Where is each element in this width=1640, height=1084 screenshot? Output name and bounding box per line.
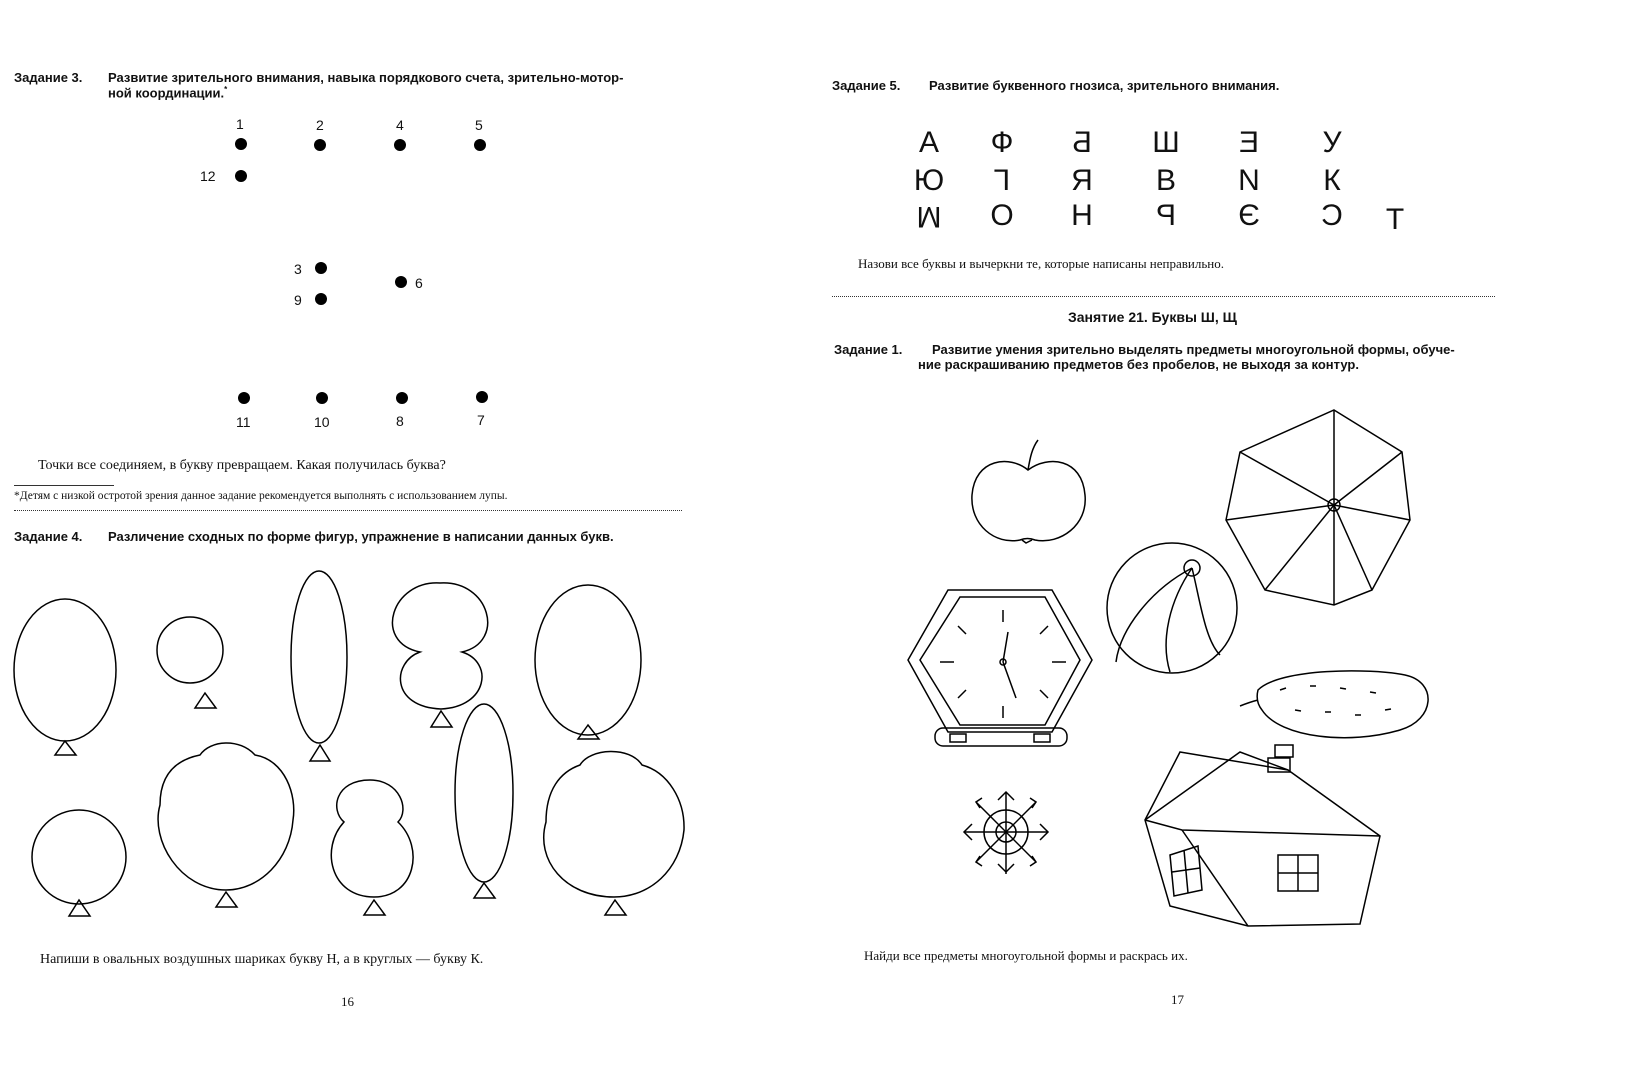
letter: Н bbox=[1071, 199, 1093, 232]
oval-balloon bbox=[291, 571, 347, 743]
round-balloon bbox=[157, 617, 223, 683]
letter-mirrored: С bbox=[1321, 199, 1343, 232]
dot-number: 7 bbox=[477, 412, 485, 428]
dot-number: 2 bbox=[316, 117, 324, 133]
dot bbox=[396, 392, 408, 404]
apple-icon bbox=[972, 440, 1085, 543]
task3-instruction: Точки все соединяем, в букву превращаем. Какая получилась буква? bbox=[38, 458, 446, 473]
task1-label: Задание 1. bbox=[834, 342, 903, 357]
snowflake-icon bbox=[964, 792, 1048, 874]
dot-number: 10 bbox=[314, 414, 330, 430]
dot bbox=[238, 392, 250, 404]
letter: К bbox=[1323, 164, 1341, 197]
letter: Я bbox=[1071, 164, 1093, 197]
cucumber-icon bbox=[1240, 671, 1428, 738]
dot bbox=[316, 392, 328, 404]
balloon-knot bbox=[474, 883, 495, 898]
balloon-knot bbox=[605, 900, 626, 915]
oval-balloon bbox=[535, 585, 641, 735]
task4-text: Различение сходных по форме фигур, упражнение в написании данных букв. bbox=[108, 529, 614, 544]
letter: А bbox=[918, 126, 939, 159]
section-divider bbox=[832, 296, 1495, 297]
oval-balloon bbox=[455, 704, 513, 882]
letter-mirrored: Е bbox=[1239, 126, 1260, 159]
ball-icon bbox=[1107, 543, 1237, 673]
letter: О bbox=[990, 199, 1014, 232]
dot-number: 8 bbox=[396, 413, 404, 429]
letter-flipped: М bbox=[916, 200, 942, 233]
dot bbox=[315, 293, 327, 305]
dot-number: 11 bbox=[236, 414, 251, 430]
task1-text-line1: Развитие умения зрительно выделять предметы многоугольной формы, обуче- bbox=[932, 342, 1455, 357]
balloon-knot bbox=[364, 900, 385, 915]
dot bbox=[474, 139, 486, 151]
dot-number: 12 bbox=[200, 168, 216, 184]
task1-instruction: Найди все предметы многоугольной формы и раскрась их. bbox=[864, 948, 1188, 963]
double-balloon bbox=[392, 583, 487, 709]
letter-mirrored: Г bbox=[993, 164, 1011, 197]
dot-number: 6 bbox=[415, 275, 423, 291]
balloon-knot bbox=[69, 900, 90, 916]
dot bbox=[315, 262, 327, 274]
dot-number: 5 bbox=[475, 117, 483, 133]
balloons-illustration bbox=[0, 560, 700, 930]
task4-label: Задание 4. bbox=[14, 529, 83, 544]
page-number-right: 17 bbox=[1171, 992, 1184, 1007]
dot bbox=[394, 139, 406, 151]
clock-icon bbox=[908, 590, 1092, 746]
dot bbox=[235, 170, 247, 182]
round-balloon bbox=[32, 810, 126, 904]
dot-number: 1 bbox=[236, 116, 244, 132]
lumpy-balloon bbox=[158, 743, 294, 890]
page-number-left: 16 bbox=[341, 994, 354, 1009]
letter: Ю bbox=[913, 164, 945, 197]
letter: Ф bbox=[990, 126, 1014, 159]
balloon-knot bbox=[310, 745, 330, 761]
task3-text-line1: Развитие зрительного внимания, навыка порядкового счета, зрительно-мотор- bbox=[108, 70, 624, 85]
task3-label: Задание 3. bbox=[14, 70, 83, 85]
footnote: *Детям с низкой остротой зрения данное задание рекомендуется выполнять с использованием лупы. bbox=[14, 490, 508, 502]
objects-illustration bbox=[880, 400, 1400, 930]
house-icon bbox=[1145, 745, 1380, 926]
task5-label: Задание 5. bbox=[832, 78, 901, 93]
balloon-knot bbox=[431, 711, 452, 727]
dot bbox=[476, 391, 488, 403]
lumpy-balloon bbox=[544, 751, 684, 897]
letter-mirrored: Б bbox=[1072, 126, 1092, 159]
task5-text: Развитие буквенного гнозиса, зрительного внимания. bbox=[929, 78, 1280, 93]
lesson-title: Занятие 21. Буквы Ш, Щ bbox=[1068, 309, 1237, 325]
balloon-knot bbox=[578, 725, 599, 739]
letter: N bbox=[1238, 164, 1260, 197]
dot bbox=[314, 139, 326, 151]
letter: В bbox=[1155, 164, 1176, 197]
umbrella-icon bbox=[1226, 410, 1410, 605]
letter: У bbox=[1322, 126, 1342, 159]
balloon-knot bbox=[195, 693, 216, 708]
dot-number: 9 bbox=[294, 292, 302, 308]
dot-number: 3 bbox=[294, 261, 302, 277]
dot bbox=[395, 276, 407, 288]
footnote-rule bbox=[14, 485, 114, 486]
task4-instruction: Напиши в овальных воздушных шариках букву Н, а в круглых — букву К. bbox=[40, 952, 484, 967]
task1-text-line2: ние раскрашиванию предметов без пробелов, не выходя за контур. bbox=[918, 357, 1359, 372]
task5-instruction: Назови все буквы и вычеркни те, которые написаны неправильно. bbox=[858, 256, 1224, 271]
section-divider bbox=[14, 510, 682, 511]
task3-text-line2: ной координации.* bbox=[108, 85, 228, 101]
oval-balloon bbox=[14, 599, 116, 741]
balloon-knot bbox=[216, 892, 237, 907]
letter-mirrored: Р bbox=[1156, 199, 1177, 232]
letter: Ш bbox=[1152, 126, 1180, 159]
letter: Є bbox=[1238, 199, 1260, 232]
double-balloon bbox=[331, 780, 413, 897]
balloon-knot bbox=[55, 741, 76, 755]
dot bbox=[235, 138, 247, 150]
letter: Т bbox=[1385, 203, 1405, 236]
dot-number: 4 bbox=[396, 117, 404, 133]
